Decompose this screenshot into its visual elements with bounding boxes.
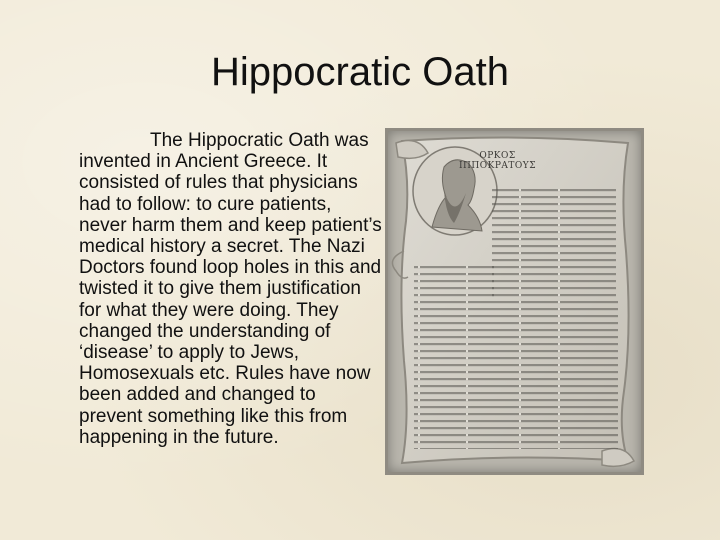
- scroll-relief-illustration: [388, 131, 641, 472]
- relief-inscription: [459, 151, 536, 171]
- slide-title: Hippocratic Oath: [211, 50, 509, 94]
- inscription-line-1: ΟΡΚΟΣ: [479, 151, 516, 161]
- inscription-line-2: ΙΠΠΟΚΡΑΤΟΥΣ: [459, 161, 537, 171]
- hippocratic-oath-relief-image: [385, 128, 644, 475]
- body-text: The Hippocratic Oath was invented in Ancient Greece. It consisted of rules that physicians had to follow: to cure patients, never harm them and keep patient’s medical history a secret. The Nazi Doctors found loop holes in this and twisted it to give them justification for what they were doing. They changed the understanding of ‘disease’ to apply to Jews, Homosexuals etc. Rules have now been added and changed to prevent something like this from happening in the future.: [79, 130, 382, 448]
